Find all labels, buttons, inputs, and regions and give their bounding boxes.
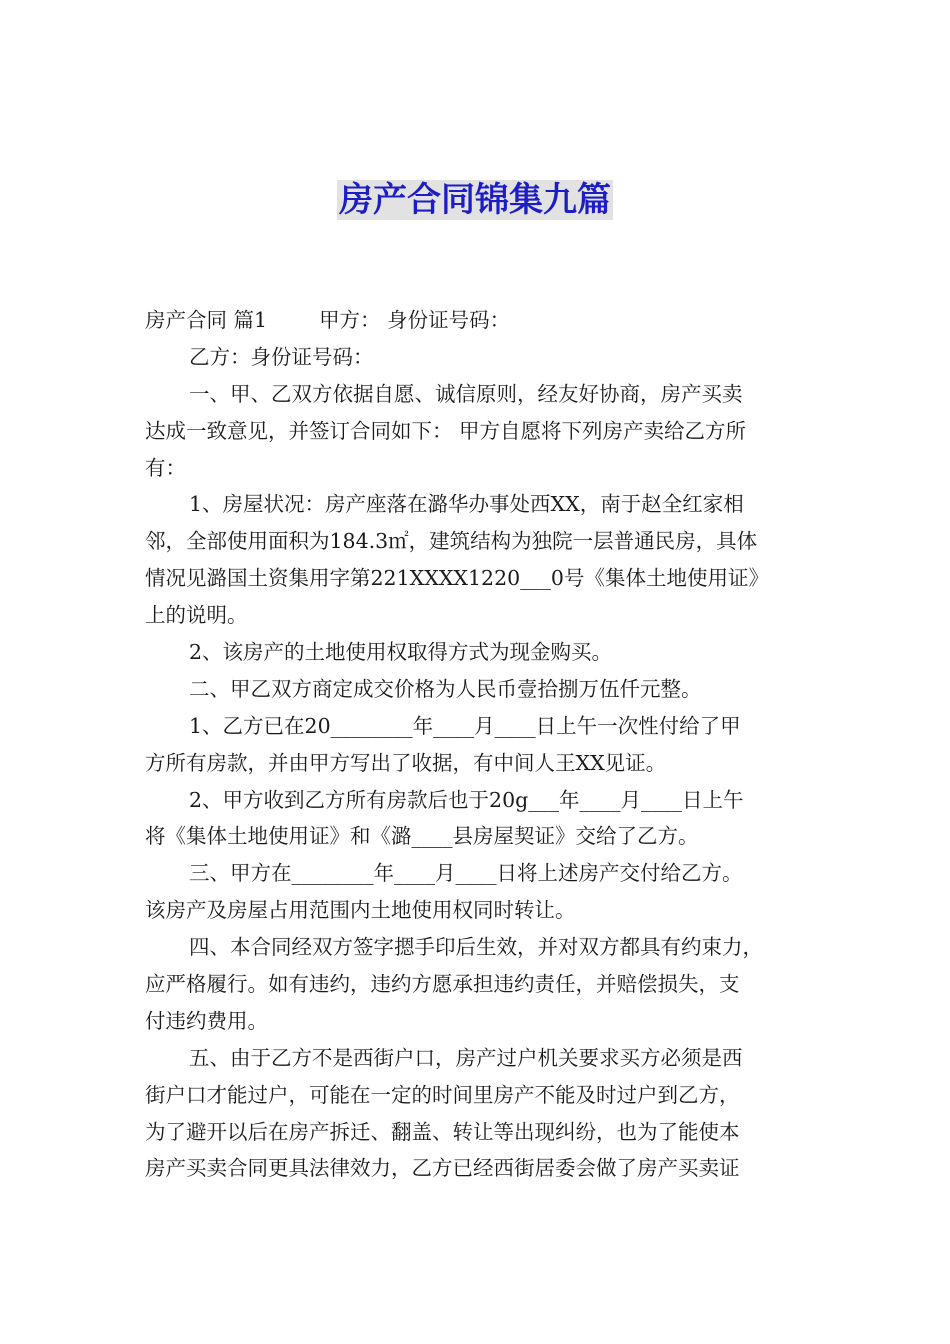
paragraph-line: 二、甲乙双方商定成交价格为人民币壹拾捌万伍仟元整。	[189, 676, 702, 701]
paragraph-line: 四、本合同经双方签字摁手印后生效，并对双方都具有约束力，	[189, 935, 763, 960]
paragraph-line: 乙方：身份证号码：	[189, 344, 374, 369]
paragraph-line: 将《集体土地使用证》和《潞____县房屋契证》交给了乙方。	[145, 824, 699, 849]
paragraph-line: 一、甲、乙双方依据自愿、诚信原则，经友好协商，房产买卖	[189, 381, 743, 406]
paragraph-line: 方所有房款，并由甲方写出了收据，有中间人王XX见证。	[145, 750, 667, 775]
paragraph-line: 房产买卖合同更具法律效力，乙方已经西街居委会做了房产买卖证	[145, 1156, 740, 1181]
paragraph-line	[145, 302, 810, 339]
paragraph-line: 情况见潞国土资集用字第221XXXX1220___0号《集体土地使用证》	[145, 566, 769, 591]
paragraph-line: 应严格履行。如有违约，违约方愿承担违约责任，并赔偿损失，支	[145, 972, 740, 997]
paragraph-line: 1、房屋状况：房产座落在潞华办事处西XX，南于赵全红家相	[189, 492, 744, 517]
party-a-label: 甲方： 身份证号码：	[319, 308, 511, 332]
paragraph-line: 上的说明。	[145, 603, 248, 628]
paragraph-line: 三、甲方在________年____月____日将上述房产交付给乙方。	[189, 861, 743, 886]
paragraph-line: 邻，全部使用面积为184.3㎡，建筑结构为独院一层普通民房，具体	[145, 529, 758, 554]
section-heading: 房产合同 篇1	[145, 308, 268, 332]
document-title	[0, 172, 950, 228]
paragraph-line: 有：	[145, 455, 186, 480]
paragraph-line: 2、该房产的土地使用权取得方式为现金购买。	[189, 640, 613, 665]
title-text: 房产合同锦集九篇	[339, 180, 611, 220]
paragraph-line: 该房产及房屋占用范围内土地使用权同时转让。	[145, 898, 576, 923]
paragraph-line: 街户口才能过户，可能在一定的时间里房产不能及时过户到乙方，	[145, 1082, 740, 1107]
paragraph-line: 为了避开以后在房产拆迁、翻盖、转让等出现纠纷，也为了能使本	[145, 1119, 740, 1144]
paragraph-line: 付违约费用。	[145, 1008, 268, 1033]
document-body	[145, 302, 810, 1187]
paragraph-line: 1、乙方已在20________年____月____日上午一次性付给了甲	[189, 713, 741, 738]
paragraph-line: 2、甲方收到乙方所有房款后也于20g___年____月____日上午	[189, 787, 744, 812]
paragraph-line: 达成一致意见，并签订合同如下： 甲方自愿将下列房产卖给乙方所	[145, 418, 747, 443]
paragraph-line: 五、由于乙方不是西街户口，房产过户机关要求买方必须是西	[189, 1045, 743, 1070]
